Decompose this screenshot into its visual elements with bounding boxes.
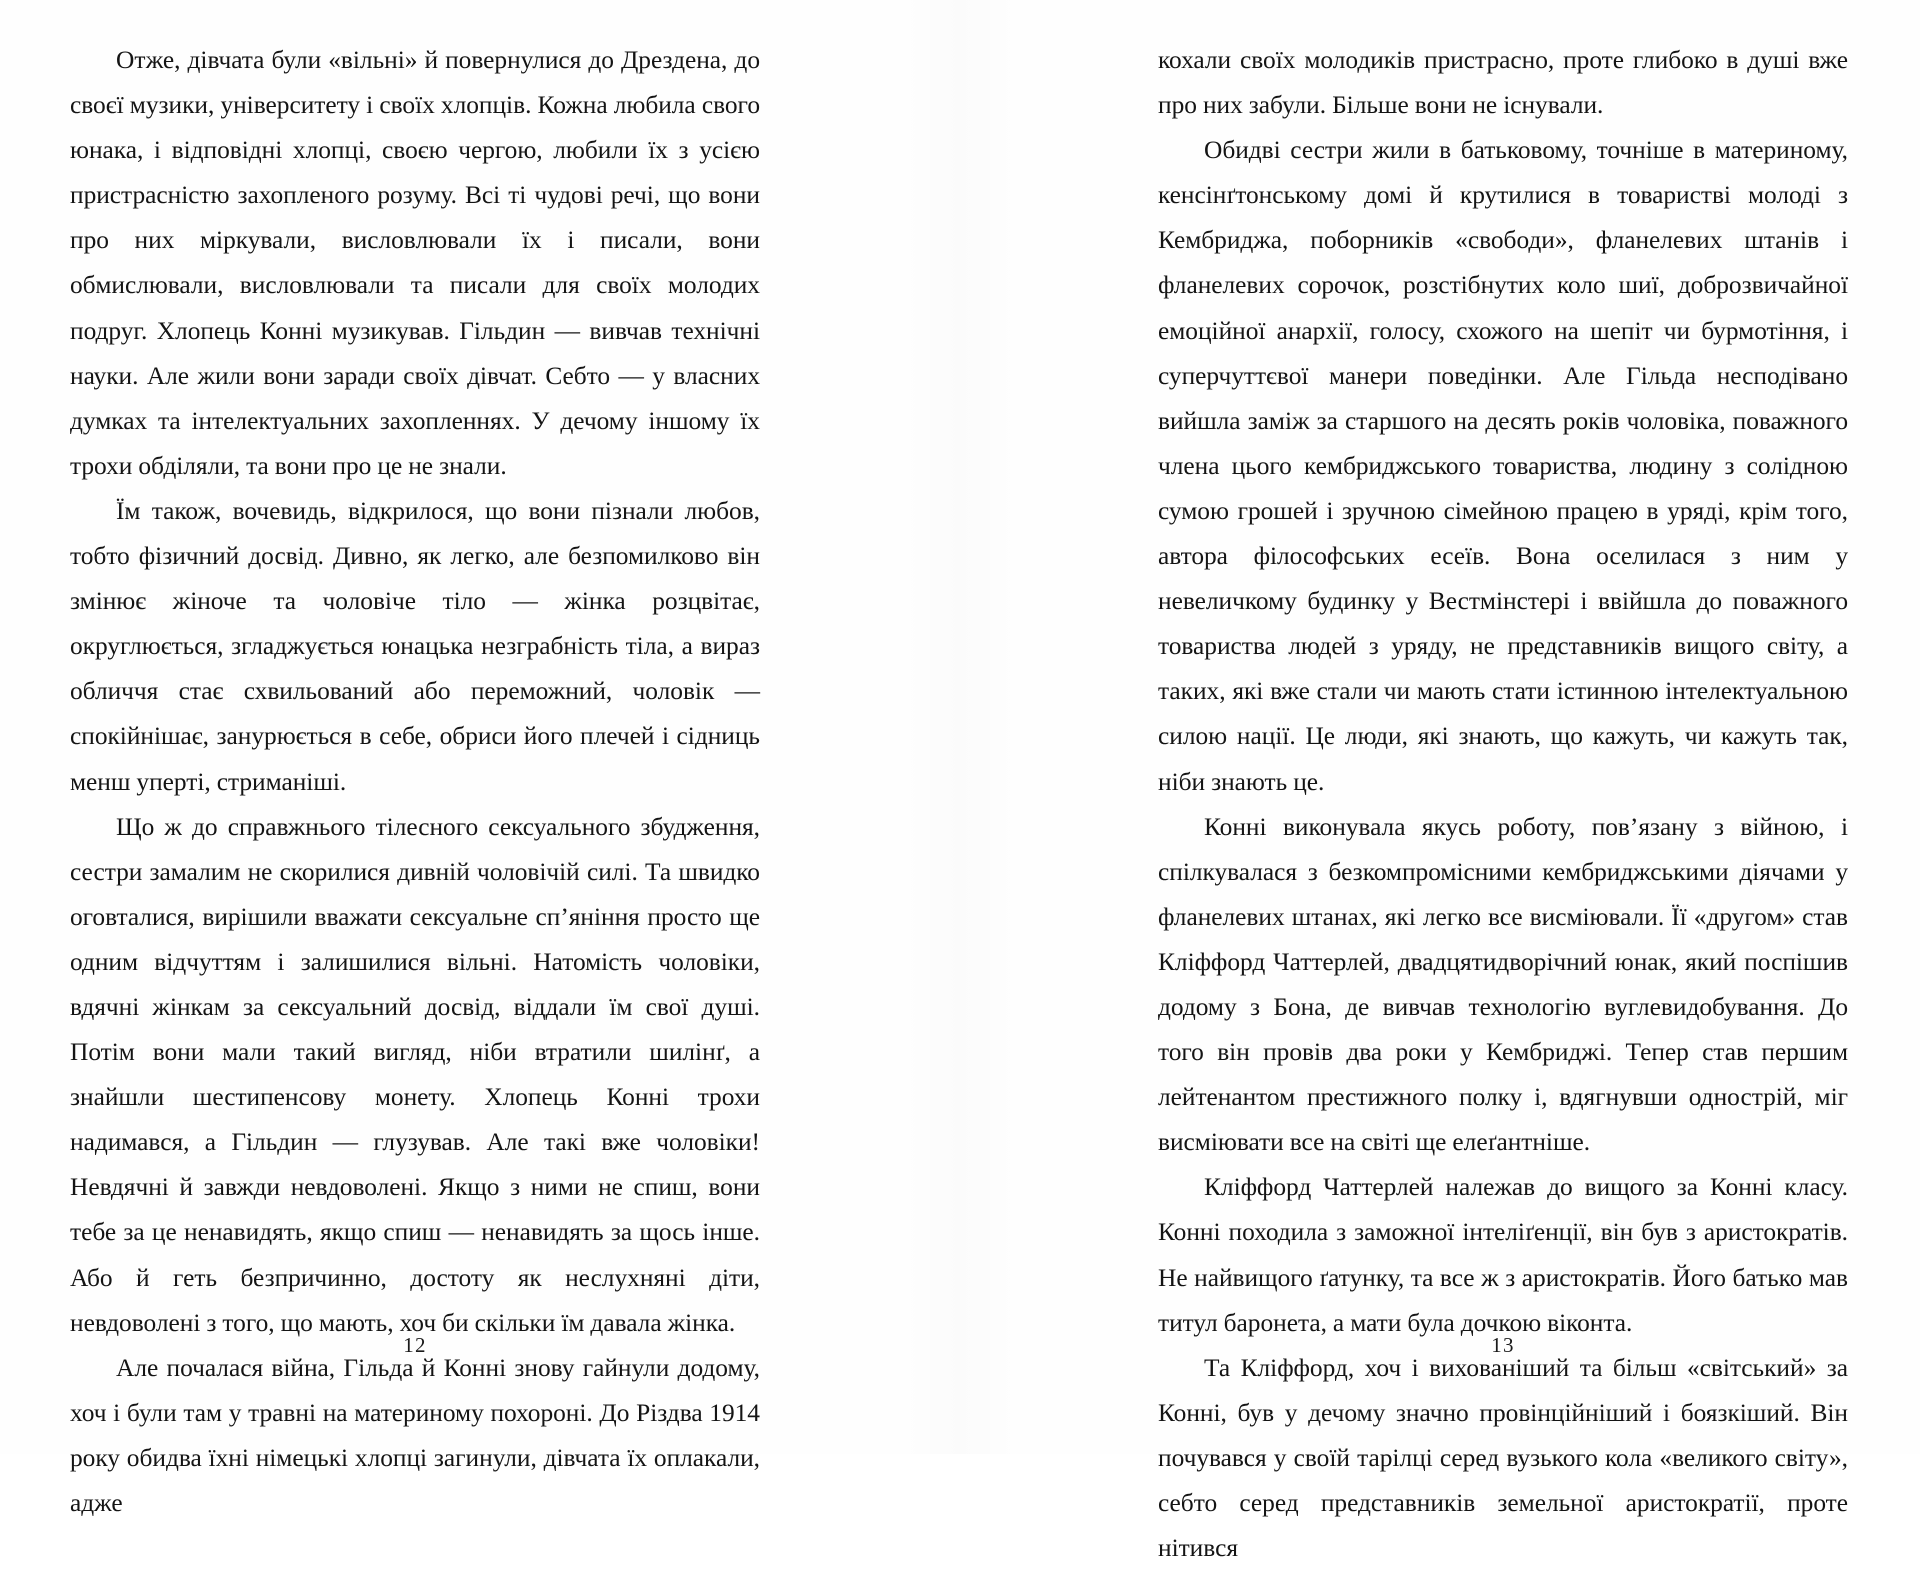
page-left-textblock xyxy=(70,38,760,1526)
paragraph: Їм також, вочевидь, відкрилося, що вони пізнали любов, тобто фізичний досвід. Дивно, як легко, але безпомилково він змінює жіноче та чоловіче тіло — жінка розцвітає, округлюється, згладжується юнацька незграбність тіла, а вираз обличчя стає схвильований або переможний, чоловік — спокійнішає, занурюється в себе, обриси його плечей і сідниць менш уперті, стриманіші. xyxy=(70,496,760,796)
paragraph: Що ж до справжнього тілесного сексуального збудження, сестри замалим не скорилися дивній чоловічій силі. Та швидко оговталися, вирішили вважати сексуальне сп’яніння просто ще одним відчуттям і залишилися вільні. Натомість чоловіки, вдячні жінкам за сексуальний досвід, віддали їм свої душі. Потім вони мали такий вигляд, ніби втратили шилінґ, а знайшли шестипенсову монету. Хлопець Конні трохи надимався, а Гільдин — глузував. Але такі вже чоловіки! Невдячні й завжди невдоволені. Якщо з ними не спиш, вони тебе за це ненавидять, якщо спиш — ненавидять за щось інше. Або й геть безпричинно, достоту як неслухняні діти, невдоволені з того, що мають, хоч би скільки їм давала жінка. xyxy=(70,812,760,1337)
paragraph: Конні виконувала якусь роботу, пов’язану з війною, і спілкувалася з безкомпромісними кембриджськими діячами у фланелевих штанах, які легко все висміювали. Її «другом» став Кліффорд Чаттерлей, двадцятидворічний юнак, який поспішив додому з Бона, де вивчав технологію вуглевидобування. До того він провів два роки у Кембриджі. Тепер став першим лейтенантом престижного полку і, вдягнувши однострій, міг висміювати все на світі ще елеґантніше. xyxy=(1158,812,1848,1157)
paragraph: Кліффорд Чаттерлей належав до вищого за Конні класу. Конні походила з заможної інтеліґенції, він був з аристократів. Не найвищого ґатунку, та все ж з аристократів. Його батько мав титул баронета, а мати була дочкою віконта. xyxy=(1158,1173,1848,1337)
page-left xyxy=(0,0,960,1517)
paragraph: Обидві сестри жили в батьковому, точніше в материному, кенсінґтонському домі й крутилися в товаристві молоді з Кембриджа, поборників «свободи», фланелевих штанів і фланелевих сорочок, розстібнутих коло шиї, доброзвичайної емоційної анархії, голосу, схожого на шепіт чи бурмотіння, і суперчуттєвої манери поведінки. Але Гільда несподівано вийшла заміж за старшого на десять років чоловіка, поважного члена цього кембриджського товариства, людину з солідною сумою грошей і зручною сімейною працею в уряді, крім того, автора філософських есеїв. Вона оселилася з ним у невеличкому будинку у Вестмінстері і ввійшла до поважного товариства людей з уряду, не представників вищого світу, а таких, які вже стали чи мають стати істинною інтелектуальною силою нації. Це люди, які знають, що кажуть, чи кажуть так, ніби знають це. xyxy=(1158,136,1848,796)
paragraph: Але почалася війна, Гільда й Конні знову гайнули додому, хоч і були там у травні на материному похороні. До Різдва 1914 року обидва їхні німецькі хлопці загинули, дівчата їх оплакали, адже xyxy=(70,1353,760,1517)
paragraph: кохали своїх молодиків пристрасно, проте глибоко в душі вже про них забули. Більше вони не існували. xyxy=(1158,46,1848,120)
page-number-right: 13 xyxy=(1491,1333,1515,1357)
paragraph: Та Кліффорд, хоч і вихованіший та більш «світський» за Конні, був у дечому значно провінційніший і боязкіший. Він почувався у своїй тарілці серед вузького кола «великого світу», себто серед представників земельної аристократії, проте нітився xyxy=(1158,1353,1848,1563)
page-number-left: 12 xyxy=(403,1333,427,1357)
paragraph: Отже, дівчата були «вільні» й повернулися до Дрездена, до своєї музики, університету і своїх хлопців. Кожна любила свого юнака, і відповідні хлопці, своєю чергою, любили їх з усією пристрасністю захопленого розуму. Всі ті чудові речі, що вони про них міркували, висловлювали їх і писали, вони обмислювали, висловлювали та писали для своїх молодих подруг. Хлопець Конні музикував. Гільдин — вивчав технічні науки. Але жили вони заради своїх дівчат. Себто — у власних думках та інтелектуальних захопленнях. У дечому іншому їх трохи обділяли, та вони про це не знали. xyxy=(70,46,760,480)
page-right xyxy=(960,0,1920,1563)
